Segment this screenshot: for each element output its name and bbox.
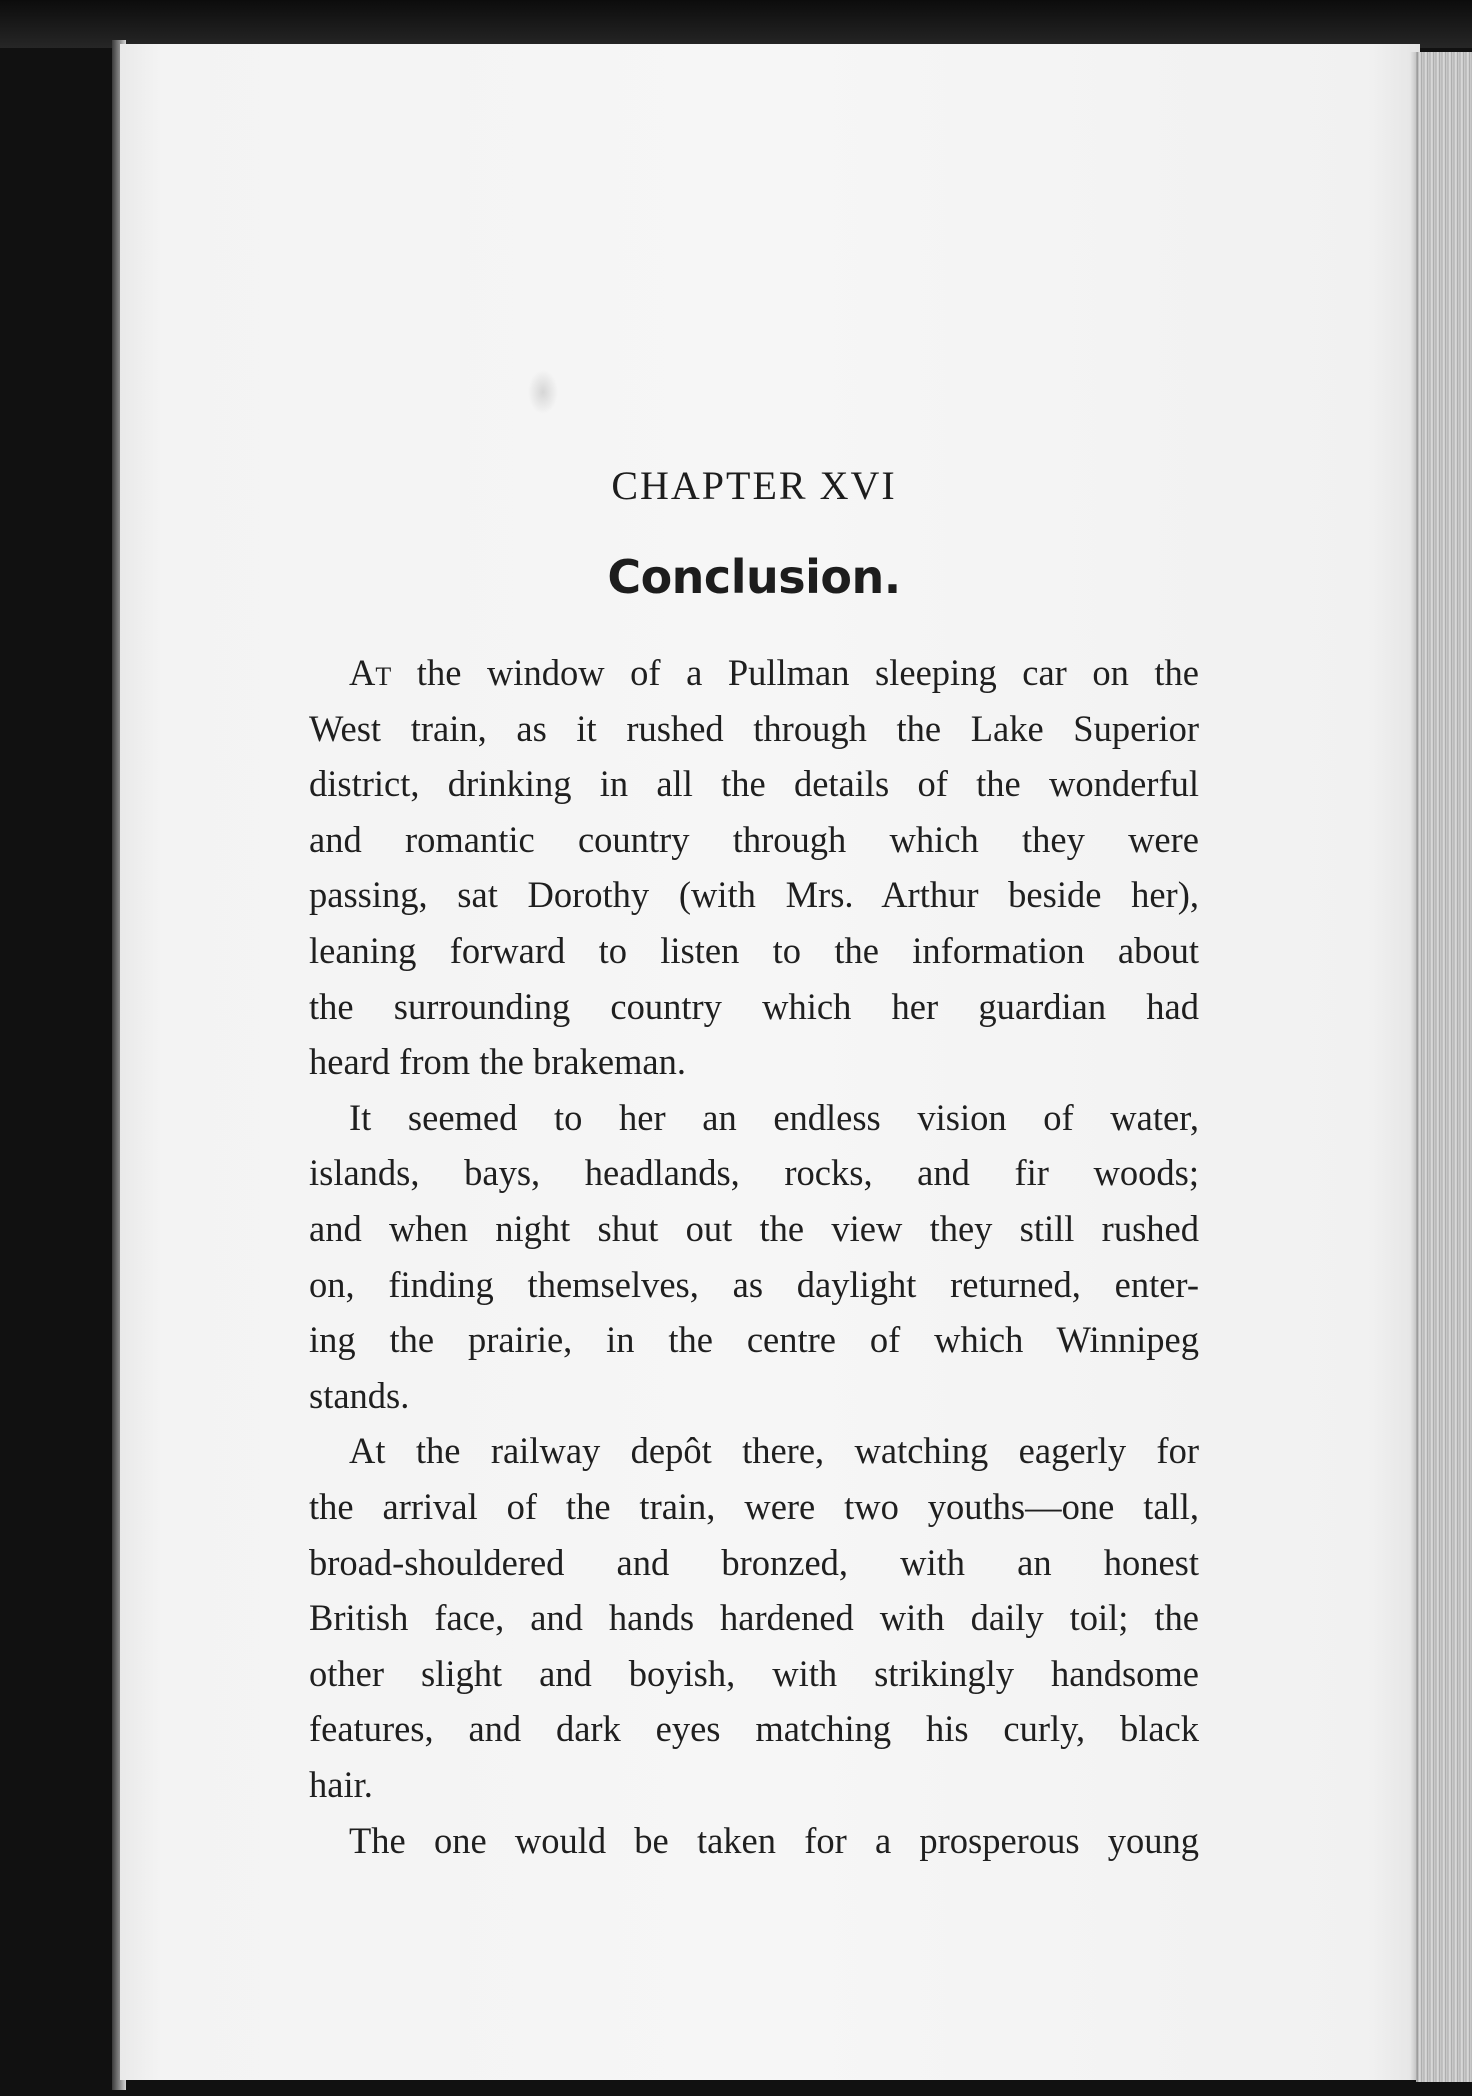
page-stack-edge — [1416, 52, 1472, 2082]
text-line: It seemed to her an endless vision of water, — [349, 1096, 1199, 1138]
text-line: and romantic country through which they were — [309, 818, 1199, 860]
text-line: British face, and hands hardened with daily toil; the — [309, 1597, 1199, 1639]
text-line: West train, as it rushed through the Lake Superior — [309, 707, 1199, 749]
text-line: The one would be taken for a prosperous young — [349, 1819, 1199, 1861]
text-line: leaning forward to listen to the information about — [309, 930, 1199, 971]
text-line: hair. — [309, 1764, 373, 1805]
text-line: the arrival of the train, were two youths—one tall, — [309, 1486, 1199, 1527]
chapter-title: Conclusion. — [607, 550, 901, 604]
paper-smudge — [528, 370, 558, 414]
text-line: and when night shut out the view they still rushed — [309, 1208, 1199, 1249]
text-line: ing the prairie, in the centre of which Winnipeg — [309, 1319, 1199, 1361]
text-line: on, finding themselves, as daylight returned, enter- — [309, 1263, 1199, 1305]
text-line: heard from the brakeman. — [309, 1041, 686, 1083]
page-edge-shadow — [1410, 52, 1418, 2082]
text-line: stands. — [309, 1374, 410, 1416]
text-line: district, drinking in all the details of the wonderful — [309, 763, 1199, 805]
text-line: At the railway depôt there, watching eagerly for — [349, 1430, 1199, 1472]
text-line: features, and dark eyes matching his curly, black — [309, 1708, 1199, 1750]
chapter-heading: CHAPTER XVI — [611, 463, 897, 508]
text-line: passing, sat Dorothy (with Mrs. Arthur beside her), — [309, 874, 1199, 916]
text-line: other slight and boyish, with strikingly handsome — [309, 1652, 1199, 1694]
text-line: At the window of a Pullman sleeping car on the — [349, 652, 1199, 693]
text-line: islands, bays, headlands, rocks, and fir woods; — [309, 1152, 1199, 1194]
text-line: the surrounding country which her guardian had — [309, 985, 1199, 1027]
text-line: broad-shouldered and bronzed, with an honest — [309, 1541, 1199, 1583]
scan-background — [0, 0, 1472, 48]
